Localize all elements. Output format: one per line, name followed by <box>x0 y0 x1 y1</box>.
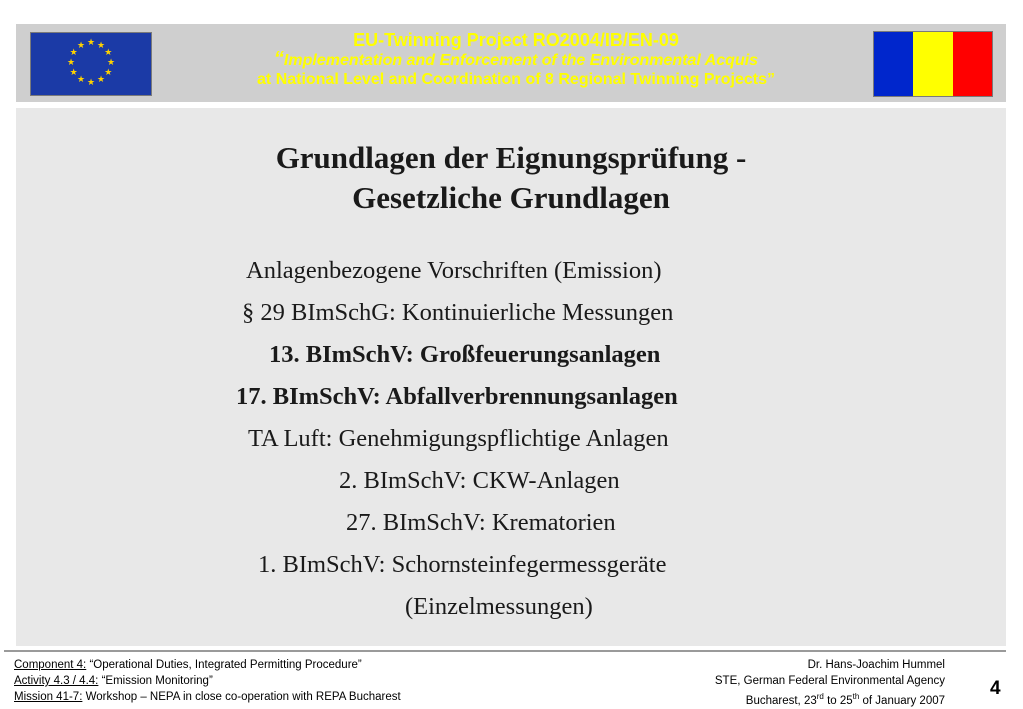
project-title-line1 <box>166 50 866 70</box>
activity-label: Activity 4.3 / 4.4: <box>14 675 99 687</box>
ro-flag-yellow-stripe <box>913 32 952 96</box>
slide-content <box>16 108 1006 646</box>
eu-star-icon: ★ <box>86 38 96 48</box>
date-part: Bucharest, 23 <box>745 694 817 707</box>
slide-title <box>16 138 1006 218</box>
list-item: 2. BImSchV: CKW-Anlagen <box>339 467 620 494</box>
eu-star-icon: ★ <box>104 68 113 78</box>
footer-component <box>14 657 574 673</box>
component-value: “Operational Duties, Integrated Permitting Procedure” <box>86 659 362 671</box>
eu-star-icon: ★ <box>104 48 113 58</box>
list-item: 17. BImSchV: Abfallverbrennungsanlagen <box>236 383 678 410</box>
footer-organization: STE, German Federal Environmental Agency <box>714 675 945 687</box>
eu-star-icon: ★ <box>86 78 96 88</box>
slide-title-line1: Grundlagen der Eignungsprüfung - <box>275 140 747 175</box>
project-header <box>16 24 1006 102</box>
eu-star-icon: ★ <box>76 75 86 86</box>
romania-flag-icon <box>873 31 993 97</box>
eu-star-icon: ★ <box>69 68 78 78</box>
footer-divider <box>4 650 1006 652</box>
list-item: (Einzelmessungen) <box>405 593 593 620</box>
ro-flag-blue-stripe <box>874 32 913 96</box>
list-item: 1. BImSchV: Schornsteinfegermessgeräte <box>258 551 667 578</box>
footer-date <box>545 689 945 709</box>
eu-star-icon: ★ <box>96 75 106 86</box>
date-sup: th <box>852 692 860 701</box>
slide-title-line2: Gesetzliche Grundlagen <box>352 180 670 215</box>
eu-flag-icon <box>30 32 152 96</box>
footer-mission <box>14 689 574 705</box>
component-label: Component 4: <box>14 659 87 671</box>
list-item: TA Luft: Genehmigungspflichtige Anlagen <box>248 425 669 452</box>
eu-star-icon: ★ <box>69 48 78 58</box>
eu-star-icon: ★ <box>76 40 86 51</box>
mission-label: Mission 41-7: <box>14 691 83 703</box>
project-title-line2: at National Level and Coordination of 8 Regional Twinning Projects” <box>257 71 775 88</box>
footer-author-info <box>545 657 945 709</box>
date-sup: rd <box>816 692 824 701</box>
project-title-text-1: Implementation and Enforcement of the Environmental Acquis <box>283 52 759 69</box>
date-part: to 25 <box>823 694 853 707</box>
ro-flag-red-stripe <box>953 32 992 96</box>
eu-star-icon: ★ <box>66 58 76 68</box>
eu-star-icon: ★ <box>106 58 116 68</box>
activity-value: “Emission Monitoring” <box>98 675 213 687</box>
page-number: 4 <box>990 678 1001 699</box>
list-item: Anlagenbezogene Vorschriften (Emission) <box>246 257 662 284</box>
footer-author: Dr. Hans-Joachim Hummel <box>807 659 945 671</box>
footer-project-info <box>14 657 574 705</box>
footer-activity <box>14 673 574 689</box>
eu-star-icon: ★ <box>96 40 106 51</box>
mission-value: Workshop – NEPA in close co-operation with REPA Bucharest <box>82 691 401 703</box>
date-part: of January 2007 <box>859 694 945 707</box>
list-item: § 29 BImSchG: Kontinuierliche Messungen <box>242 299 674 326</box>
list-item: 13. BImSchV: Großfeuerungsanlagen <box>269 341 661 368</box>
project-header-text <box>166 30 866 89</box>
open-quote: “ <box>273 48 284 70</box>
project-id: EU-Twinning Project RO2004/IB/EN-09 <box>353 30 679 50</box>
list-item: 27. BImSchV: Krematorien <box>346 509 616 536</box>
